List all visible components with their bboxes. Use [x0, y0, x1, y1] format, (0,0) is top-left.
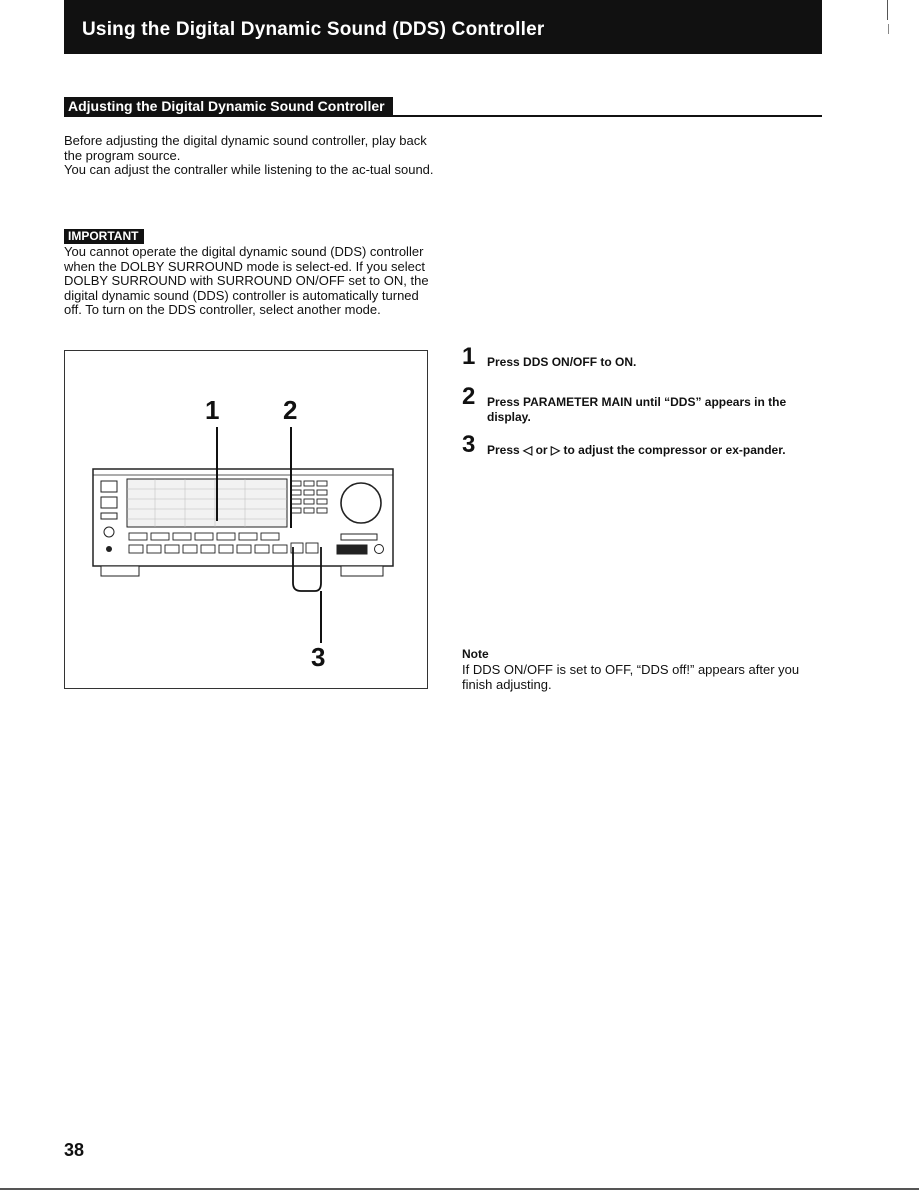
scan-edge-mark [888, 24, 889, 34]
power-indicator-icon [106, 546, 112, 552]
scan-bottom-edge [0, 1188, 919, 1190]
page-number: 38 [64, 1140, 85, 1160]
important-text: You cannot operate the digital dynamic sound (DDS) controller when the DOLBY SURROUND mode is select-ed. If you select DOLBY SURROUND with SURROUND ON/OFF set to ON, the digital dynamic sound (DDS) controller is automatically turned off. To turn on the DDS controller, select another mode. [64, 244, 429, 318]
receiver-foot [101, 566, 139, 576]
note-heading: Note [462, 647, 489, 661]
section-title: Adjusting the Digital Dynamic Sound Controller [64, 97, 393, 115]
step-text: Press ◁ or ▷ to adjust the compressor or ex-pander. [487, 443, 786, 457]
step-text: Press PARAMETER MAIN until “DDS” appears in the display. [487, 395, 787, 424]
step-text: Press DDS ON/OFF to ON. [487, 355, 637, 369]
step-number: 1 [462, 343, 476, 370]
section-heading [64, 97, 822, 117]
jog-buttons [337, 545, 367, 554]
receiver-illustration [64, 350, 428, 689]
scan-edge-mark [887, 0, 888, 20]
important-badge: IMPORTANT [64, 229, 144, 244]
callout-number: 1 [205, 395, 220, 425]
note-text: If DDS ON/OFF is set to OFF, “DDS off!” appears after you finish adjusting. [462, 662, 800, 692]
receiver-front-panel-drawing [65, 351, 429, 690]
step-number: 2 [462, 383, 476, 410]
intro-paragraph-1: Before adjusting the digital dynamic sound controller, play back the program source. [64, 133, 427, 163]
callout-number: 2 [283, 395, 298, 425]
receiver-foot [341, 566, 383, 576]
volume-knob-icon [341, 483, 381, 523]
step-number: 3 [462, 431, 476, 458]
page-title: Using the Digital Dynamic Sound (DDS) Controller [82, 19, 545, 40]
intro-paragraph-2: You can adjust the contraller while listening to the ac-tual sound. [64, 162, 434, 177]
display-window [127, 479, 287, 527]
page-header [64, 0, 822, 54]
callout-number: 3 [311, 642, 326, 672]
